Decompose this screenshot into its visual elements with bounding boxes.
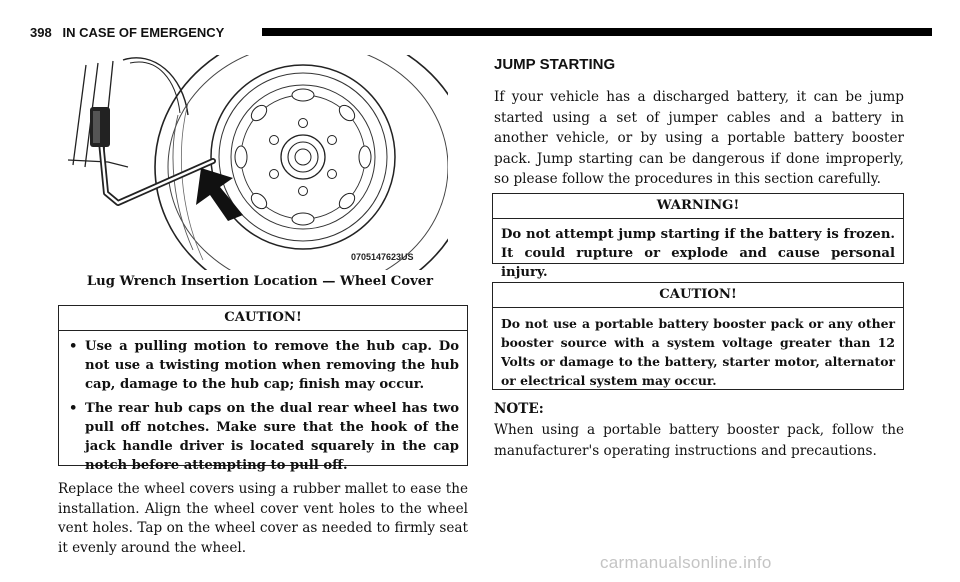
warning-box	[492, 193, 904, 280]
jump-starting-heading: JUMP STARTING	[494, 56, 616, 73]
watermark: carmanualsonline.info	[600, 553, 772, 572]
jump-starting-intro: If your vehicle has a discharged battery, it can be jump started using a set of jumper cables and a battery in another vehicle, or by using a portable battery booster pack. Jump starting can be dangerous if done improperly, so please follow the procedures in this section carefully.	[494, 89, 904, 187]
page-header-text: 398 IN CASE OF EMERGENCY	[30, 25, 225, 40]
warning-title: WARNING!	[493, 194, 903, 219]
caution-body: Do not use a portable battery booster pack or any other booster source with a system voltage greater than 12 Volts or damage to the battery, starter motor, alternator or electrical system may occur.	[501, 316, 895, 388]
caution-title: CAUTION!	[493, 283, 903, 308]
wheel-illustration-svg	[68, 55, 448, 270]
figure-code: 0705147623US	[351, 252, 414, 262]
caution-box-booster	[492, 282, 904, 390]
caution-title: CAUTION!	[59, 306, 467, 331]
wheel-cover-illustration	[68, 55, 448, 270]
warning-body: Do not attempt jump starting if the battery is frozen. It could rupture or explode and cause personal injury.	[501, 227, 895, 280]
note-text: When using a portable battery booster pack, follow the manufacturer's operating instructions and precautions.	[494, 422, 904, 459]
caution-body	[59, 331, 467, 488]
figure-caption: Lug Wrench Insertion Location — Wheel Cover	[86, 274, 434, 289]
note-label: NOTE:	[494, 401, 544, 417]
header-rule	[262, 28, 932, 36]
caution-item: • The rear hub caps on the dual rear wheel has two pull off notches. Make sure that the hook of the jack handle driver is located squarely in the cap notch before attempting to pull off.	[67, 399, 459, 475]
caution-box-hub-cap	[58, 305, 468, 473]
wheel-cover-paragraph: Replace the wheel covers using a rubber mallet to ease the installation. Align the wheel cover vent holes to the wheel vent holes. Tap on the wheel cover as needed to firmly seat it evenly around the wheel.	[58, 481, 468, 556]
caution-item: • Use a pulling motion to remove the hub cap. Do not use a twisting motion when removing the hub cap, damage to the hub cap; finish may occur.	[67, 337, 459, 394]
caution-list	[67, 337, 459, 475]
page-header	[30, 24, 932, 42]
